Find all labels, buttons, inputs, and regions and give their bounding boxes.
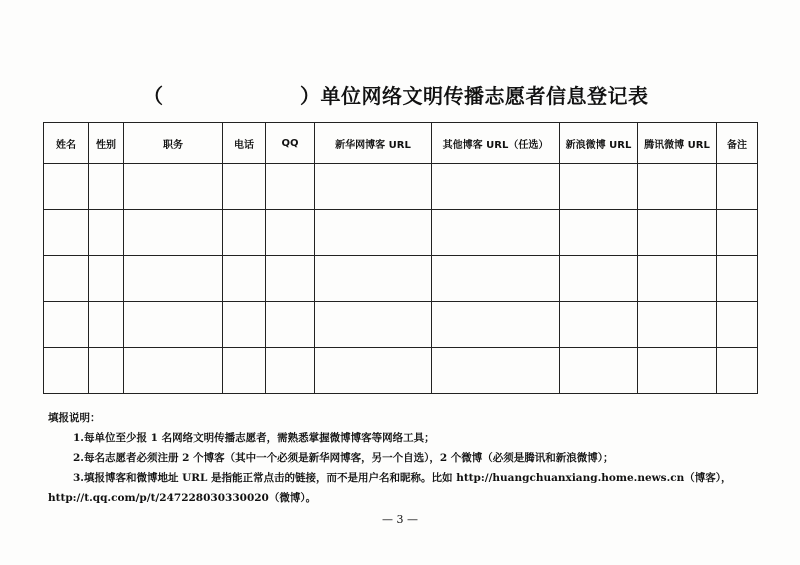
table-row bbox=[44, 302, 758, 348]
table-cell[interactable] bbox=[89, 256, 124, 302]
table-cell[interactable] bbox=[315, 210, 432, 256]
table-cell[interactable] bbox=[89, 302, 124, 348]
header-qq: QQ bbox=[266, 123, 315, 164]
header-gender: 性别 bbox=[89, 123, 124, 164]
table-cell[interactable] bbox=[223, 256, 266, 302]
header-phone: 电话 bbox=[223, 123, 266, 164]
table-cell[interactable] bbox=[315, 302, 432, 348]
title-open-paren: （ bbox=[143, 84, 163, 108]
table-cell[interactable] bbox=[560, 302, 638, 348]
table-cell[interactable] bbox=[266, 256, 315, 302]
title-text: ）单位网络文明传播志愿者信息登记表 bbox=[300, 84, 649, 108]
table-cell[interactable] bbox=[315, 348, 432, 394]
table-cell[interactable] bbox=[266, 210, 315, 256]
header-position: 职务 bbox=[124, 123, 223, 164]
table-row bbox=[44, 348, 758, 394]
table-row bbox=[44, 210, 758, 256]
instructions-heading: 填报说明： bbox=[48, 412, 101, 424]
table-cell[interactable] bbox=[44, 256, 89, 302]
filling-instructions bbox=[48, 408, 768, 508]
table-cell[interactable] bbox=[432, 302, 560, 348]
table-cell[interactable] bbox=[638, 302, 717, 348]
table-cell[interactable] bbox=[315, 256, 432, 302]
header-name: 姓名 bbox=[44, 123, 89, 164]
table-cell[interactable] bbox=[89, 348, 124, 394]
table-cell[interactable] bbox=[717, 256, 758, 302]
table-cell[interactable] bbox=[124, 256, 223, 302]
table-cell[interactable] bbox=[638, 256, 717, 302]
table-cell[interactable] bbox=[124, 164, 223, 210]
table-cell[interactable] bbox=[89, 210, 124, 256]
table-row bbox=[44, 256, 758, 302]
table-cell[interactable] bbox=[44, 164, 89, 210]
table-cell[interactable] bbox=[266, 348, 315, 394]
header-sina-weibo-url: 新浪微博 URL bbox=[560, 123, 638, 164]
table-cell[interactable] bbox=[89, 164, 124, 210]
instruction-item-1: 1.每单位至少报 1 名网络文明传播志愿者，需熟悉掌握微博博客等网络工具； bbox=[73, 432, 435, 444]
table-cell[interactable] bbox=[638, 210, 717, 256]
table-cell[interactable] bbox=[432, 256, 560, 302]
table-cell[interactable] bbox=[44, 210, 89, 256]
table-row bbox=[44, 164, 758, 210]
table-cell[interactable] bbox=[717, 210, 758, 256]
header-other-blog-url: 其他博客 URL（任选） bbox=[432, 123, 560, 164]
table-header-row bbox=[44, 123, 758, 164]
table-cell[interactable] bbox=[432, 348, 560, 394]
table-cell[interactable] bbox=[44, 302, 89, 348]
table-cell[interactable] bbox=[266, 302, 315, 348]
table-cell[interactable] bbox=[124, 210, 223, 256]
header-tencent-weibo-url: 腾讯微博 URL bbox=[638, 123, 717, 164]
table-cell[interactable] bbox=[44, 348, 89, 394]
table-cell[interactable] bbox=[717, 348, 758, 394]
table-cell[interactable] bbox=[638, 164, 717, 210]
table-cell[interactable] bbox=[560, 164, 638, 210]
table-cell[interactable] bbox=[223, 210, 266, 256]
table-cell[interactable] bbox=[223, 302, 266, 348]
table-cell[interactable] bbox=[560, 256, 638, 302]
form-title bbox=[0, 80, 800, 110]
table-cell[interactable] bbox=[560, 210, 638, 256]
instruction-item-3: 3.填报博客和微博地址 URL 是指能正常点击的链接，而不是用户名和昵称。比如 http://huangchuanxiang.home.news.cn（博客）， bbox=[73, 472, 732, 484]
table-cell[interactable] bbox=[315, 164, 432, 210]
page-number: — 3 — bbox=[382, 513, 418, 526]
table-body bbox=[44, 164, 758, 394]
table-cell[interactable] bbox=[560, 348, 638, 394]
table-cell[interactable] bbox=[124, 302, 223, 348]
table-cell[interactable] bbox=[266, 164, 315, 210]
instruction-item-2: 2.每名志愿者必须注册 2 个博客（其中一个必须是新华网博客，另一个自选），2 个微博（必须是腾讯和新浪微博）； bbox=[73, 452, 614, 464]
table-cell[interactable] bbox=[124, 348, 223, 394]
header-remarks: 备注 bbox=[717, 123, 758, 164]
table-cell[interactable] bbox=[223, 164, 266, 210]
instruction-item-3-continued: http://t.qq.com/p/t/247228030330020（微博）。 bbox=[48, 492, 317, 504]
header-xinhua-blog-url: 新华网博客 URL bbox=[315, 123, 432, 164]
table-cell[interactable] bbox=[432, 164, 560, 210]
table-cell[interactable] bbox=[717, 164, 758, 210]
table-cell[interactable] bbox=[717, 302, 758, 348]
registration-table bbox=[43, 122, 758, 394]
table-cell[interactable] bbox=[638, 348, 717, 394]
table-cell[interactable] bbox=[223, 348, 266, 394]
table-cell[interactable] bbox=[432, 210, 560, 256]
